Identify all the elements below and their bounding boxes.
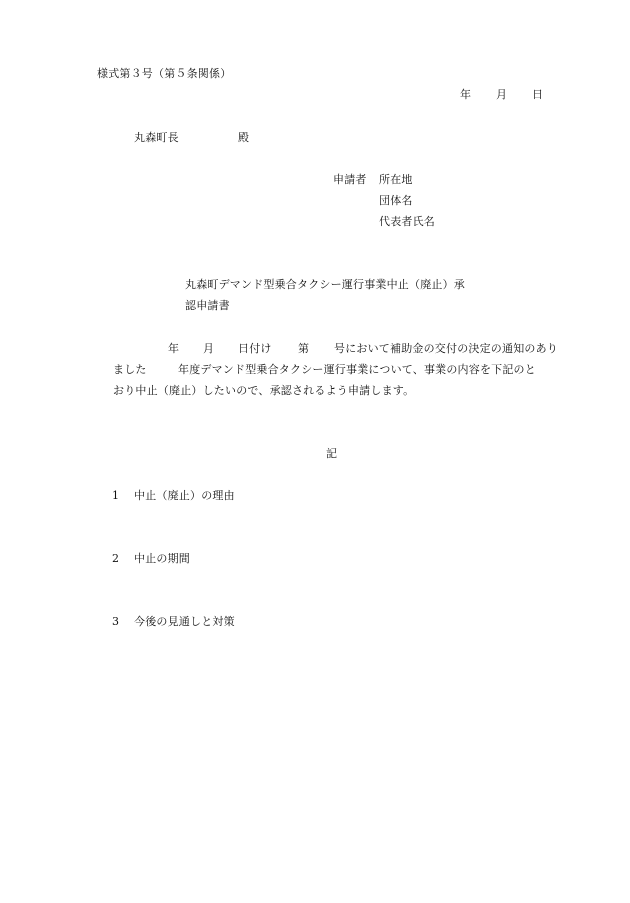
item-2-label: 中止の期間 (134, 552, 190, 565)
addressee: 丸森町長 (134, 131, 179, 144)
ki-heading: 記 (326, 447, 338, 460)
date-year-label: 年 (460, 88, 472, 101)
applicant-field-address: 所在地 (379, 173, 413, 186)
applicant-label: 申請者 (333, 173, 367, 186)
applicant-field-group-name: 団体名 (379, 194, 413, 207)
date-day-label: 日 (532, 88, 544, 101)
body-number-prefix: 第 (298, 342, 310, 355)
document-title-line2: 認申請書 (185, 299, 230, 312)
applicant-field-representative: 代表者氏名 (379, 215, 435, 228)
item-2-number: 2 (112, 552, 120, 565)
item-1-label: 中止（廃止）の理由 (134, 489, 235, 502)
item-3-number: 3 (112, 615, 120, 628)
body-line2-start: ました (113, 363, 147, 376)
honorific: 殿 (238, 131, 250, 144)
body-month: 月 (203, 342, 215, 355)
body-line1-rest: 号において補助金の交付の決定の通知のあり (334, 342, 558, 355)
date-month-label: 月 (496, 88, 508, 101)
item-1-number: 1 (112, 489, 120, 502)
document-title-line1: 丸森町デマンド型乗合タクシー運行事業中止（廃止）承 (185, 278, 465, 291)
body-line2-rest: 年度デマンド型乗合タクシー運行事業について、事業の内容を下記のと (178, 363, 536, 376)
item-3-label: 今後の見通しと対策 (134, 615, 235, 628)
form-number-label: 様式第３号（第５条関係） (97, 67, 232, 80)
body-year: 年 (168, 342, 180, 355)
body-line3: おり中止（廃止）したいので、承認されるよう申請します。 (113, 384, 415, 397)
body-date-suffix: 日付け (238, 342, 272, 355)
